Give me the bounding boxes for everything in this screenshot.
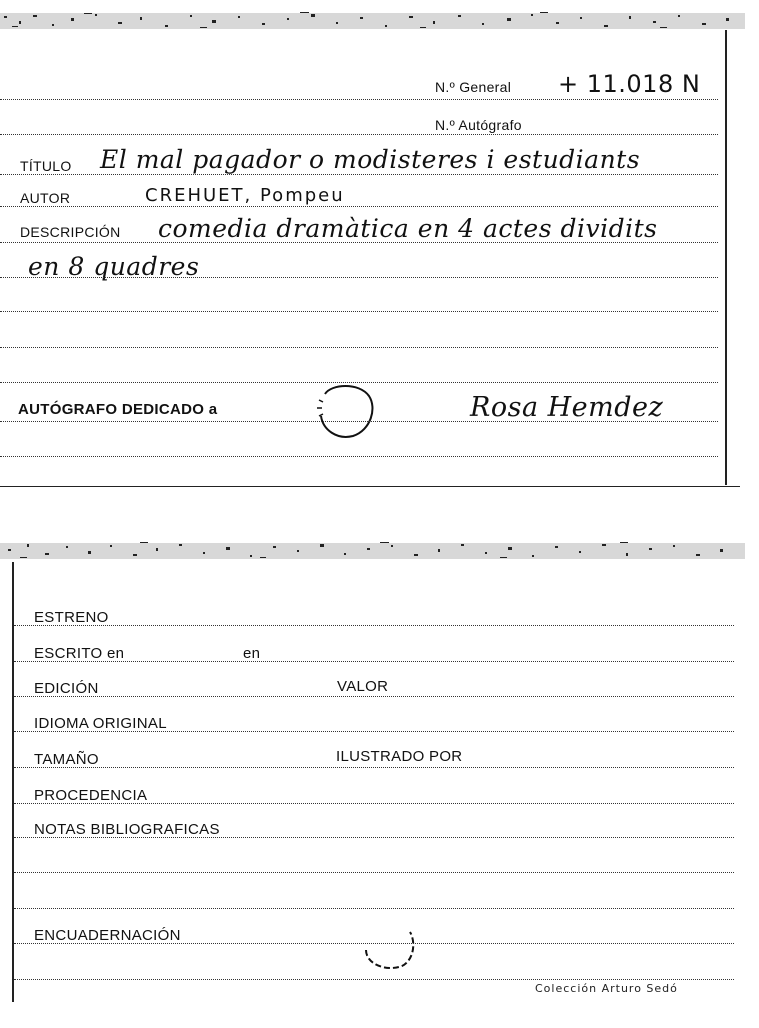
scan-edge-noise-bottom — [0, 540, 745, 562]
original-language-line — [14, 731, 734, 732]
written-line — [14, 661, 734, 662]
provenance-line — [14, 803, 734, 804]
description-line-2-rule — [0, 277, 718, 278]
scan-edge-noise-top — [0, 10, 745, 32]
autograph-number-line — [0, 134, 718, 135]
bibliographic-notes-line — [14, 837, 734, 838]
written-label: ESCRITO en — [34, 645, 125, 662]
provenance-label: PROCEDENCIA — [34, 787, 148, 804]
value-label: VALOR — [337, 678, 389, 695]
blank-line-6 — [14, 908, 734, 909]
dedicated-line — [0, 421, 718, 422]
punch-hole-mark — [313, 382, 379, 440]
blank-line-7 — [14, 979, 734, 980]
description-label: DESCRIPCIÓN — [20, 224, 121, 240]
premiere-label: ESTRENO — [34, 609, 109, 626]
author-value: CREHUET, Pompeu — [145, 185, 345, 206]
title-value: El mal pagador o modisteres i estudiants — [100, 145, 641, 174]
bibliographic-notes-label: NOTAS BIBLIOGRAFICAS — [34, 821, 220, 838]
autograph-number-label: N.º Autógrafo — [435, 117, 522, 133]
description-line-2: en 8 quadres — [28, 252, 200, 281]
author-label: AUTOR — [20, 190, 71, 206]
edition-line — [14, 696, 734, 697]
description-line-1-rule — [0, 242, 718, 243]
blank-line-5 — [14, 872, 734, 873]
title-line — [0, 174, 718, 175]
blank-line-1 — [0, 311, 718, 312]
binding-label: ENCUADERNACIÓN — [34, 927, 181, 944]
card-front-bottom-edge — [0, 486, 740, 487]
punch-hole-mark-back — [356, 920, 420, 972]
blank-line-4 — [0, 456, 718, 457]
dedicated-label: AUTÓGRAFO DEDICADO a — [18, 401, 218, 418]
illustrated-by-label: ILUSTRADO POR — [336, 748, 463, 765]
blank-line-2 — [0, 347, 718, 348]
written-in-label: en — [243, 645, 261, 662]
binding-line — [14, 943, 734, 944]
dedicated-value: Rosa Hemdez — [470, 392, 664, 423]
original-language-label: IDIOMA ORIGINAL — [34, 715, 167, 732]
description-line-1: comedia dramàtica en 4 actes dividits — [158, 214, 658, 243]
general-number-label: N.º General — [435, 79, 512, 95]
general-number-line — [0, 99, 718, 100]
author-line — [0, 206, 718, 207]
premiere-line — [14, 625, 734, 626]
edition-label: EDICIÓN — [34, 680, 99, 697]
size-label: TAMAÑO — [34, 751, 99, 768]
general-number-value: + 11.018 N — [558, 70, 701, 98]
title-label: TÍTULO — [20, 158, 72, 174]
collection-credit: Colección Arturo Sedó — [535, 982, 678, 995]
size-line — [14, 767, 734, 768]
